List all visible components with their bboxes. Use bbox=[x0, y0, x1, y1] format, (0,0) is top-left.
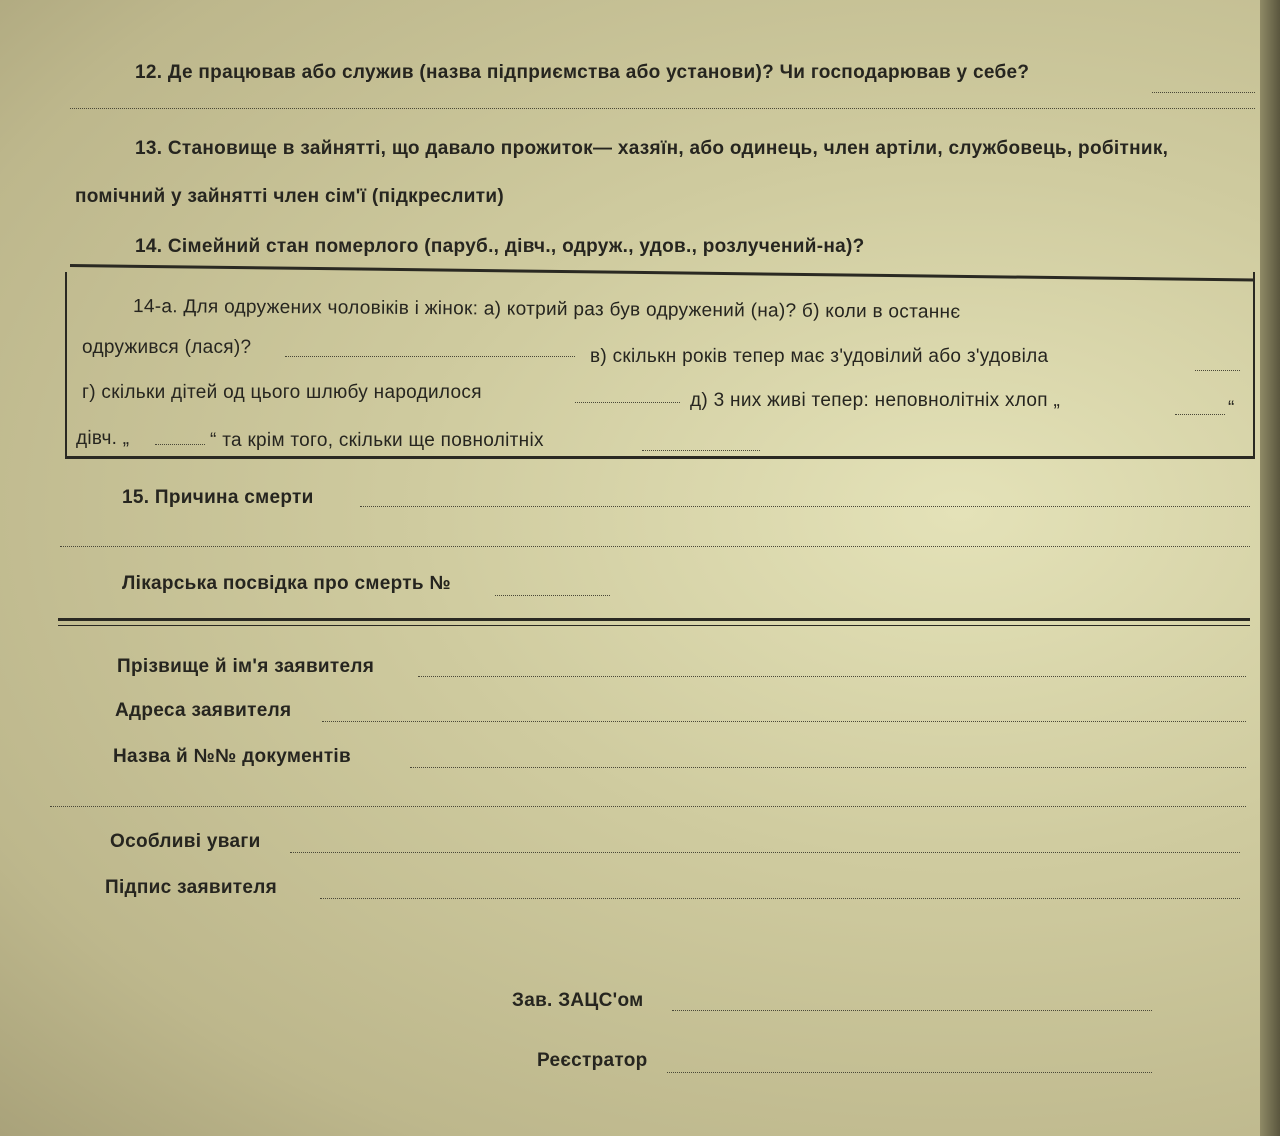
field-signature[interactable] bbox=[320, 898, 1240, 899]
field-head-zags[interactable] bbox=[672, 1010, 1152, 1011]
field-documents-line2[interactable] bbox=[50, 806, 1246, 807]
applicant-name-label: Прізвище й ім'я заявителя bbox=[117, 656, 375, 677]
question-14a-line3c: “ bbox=[1228, 398, 1235, 419]
question-12: 12. Де працював або служив (назва підприємства або установи)? Чи господарював у себе? bbox=[135, 62, 1030, 83]
question-14a-line3b: д) 3 них живі тепер: неповнолітніх хлоп „ bbox=[690, 390, 1061, 411]
field-15-line2[interactable] bbox=[60, 546, 1250, 547]
question-14a-line2b: в) скількн років тепер має з'удовілий або з'удовіла bbox=[590, 346, 1049, 367]
question-15: 15. Причина смерти bbox=[122, 487, 314, 508]
field-15-cause[interactable] bbox=[360, 506, 1250, 507]
question-14a-line4a: дівч. „ bbox=[76, 428, 130, 449]
field-14a-b[interactable] bbox=[285, 356, 575, 357]
documents-label: Назва й №№ документів bbox=[113, 746, 351, 767]
signature-label: Підпис заявителя bbox=[105, 877, 278, 898]
question-14a-line2a: одружився (лася)? bbox=[82, 337, 252, 358]
field-applicant-name[interactable] bbox=[418, 676, 1246, 677]
question-14a-line1: 14-а. Для одружених чоловіків і жінок: а) котрий раз був одружений (на)? б) коли в останнє bbox=[132, 296, 961, 323]
field-medical-number[interactable] bbox=[495, 595, 610, 596]
field-notes[interactable] bbox=[290, 852, 1240, 853]
field-14a-v[interactable] bbox=[1195, 370, 1240, 371]
applicant-address-label: Адреса заявителя bbox=[115, 700, 292, 721]
field-12-dots[interactable] bbox=[1152, 92, 1255, 93]
page-edge bbox=[1260, 0, 1280, 1136]
question-14a-line4b: “ та крім того, скільки ще повнолітніх bbox=[210, 430, 544, 451]
field-registrar[interactable] bbox=[667, 1072, 1152, 1073]
field-14a-g[interactable] bbox=[575, 402, 680, 403]
question-13-line2: помічний у зайнятті член сім'ї (підкреслити) bbox=[75, 186, 504, 207]
field-applicant-address[interactable] bbox=[322, 721, 1246, 722]
registrar-label: Реєстратор bbox=[537, 1050, 648, 1071]
question-13-line1: 13. Становище в зайнятті, що давало прожиток— хазяїн, або одинець, член артіли, службовець, робітник, bbox=[135, 138, 1169, 159]
question-14a-line3a: г) скільки дітей од цього шлюбу народилося bbox=[82, 382, 482, 403]
field-documents[interactable] bbox=[410, 767, 1246, 768]
medical-certificate-label: Лікарська посвідка про смерть № bbox=[122, 573, 451, 594]
double-rule-top bbox=[58, 618, 1250, 621]
field-14a-boys[interactable] bbox=[1175, 414, 1225, 415]
double-rule-bottom bbox=[58, 625, 1250, 626]
field-14a-girls[interactable] bbox=[155, 444, 205, 445]
question-14: 14. Сімейний стан померлого (паруб., дівч., одруж., удов., розлучений-на)? bbox=[135, 236, 865, 257]
field-12-line2[interactable] bbox=[70, 108, 1255, 109]
head-zags-label: Зав. ЗАЦС'ом bbox=[512, 990, 644, 1011]
field-14a-adults[interactable] bbox=[642, 450, 760, 451]
notes-label: Особливі уваги bbox=[110, 831, 261, 852]
